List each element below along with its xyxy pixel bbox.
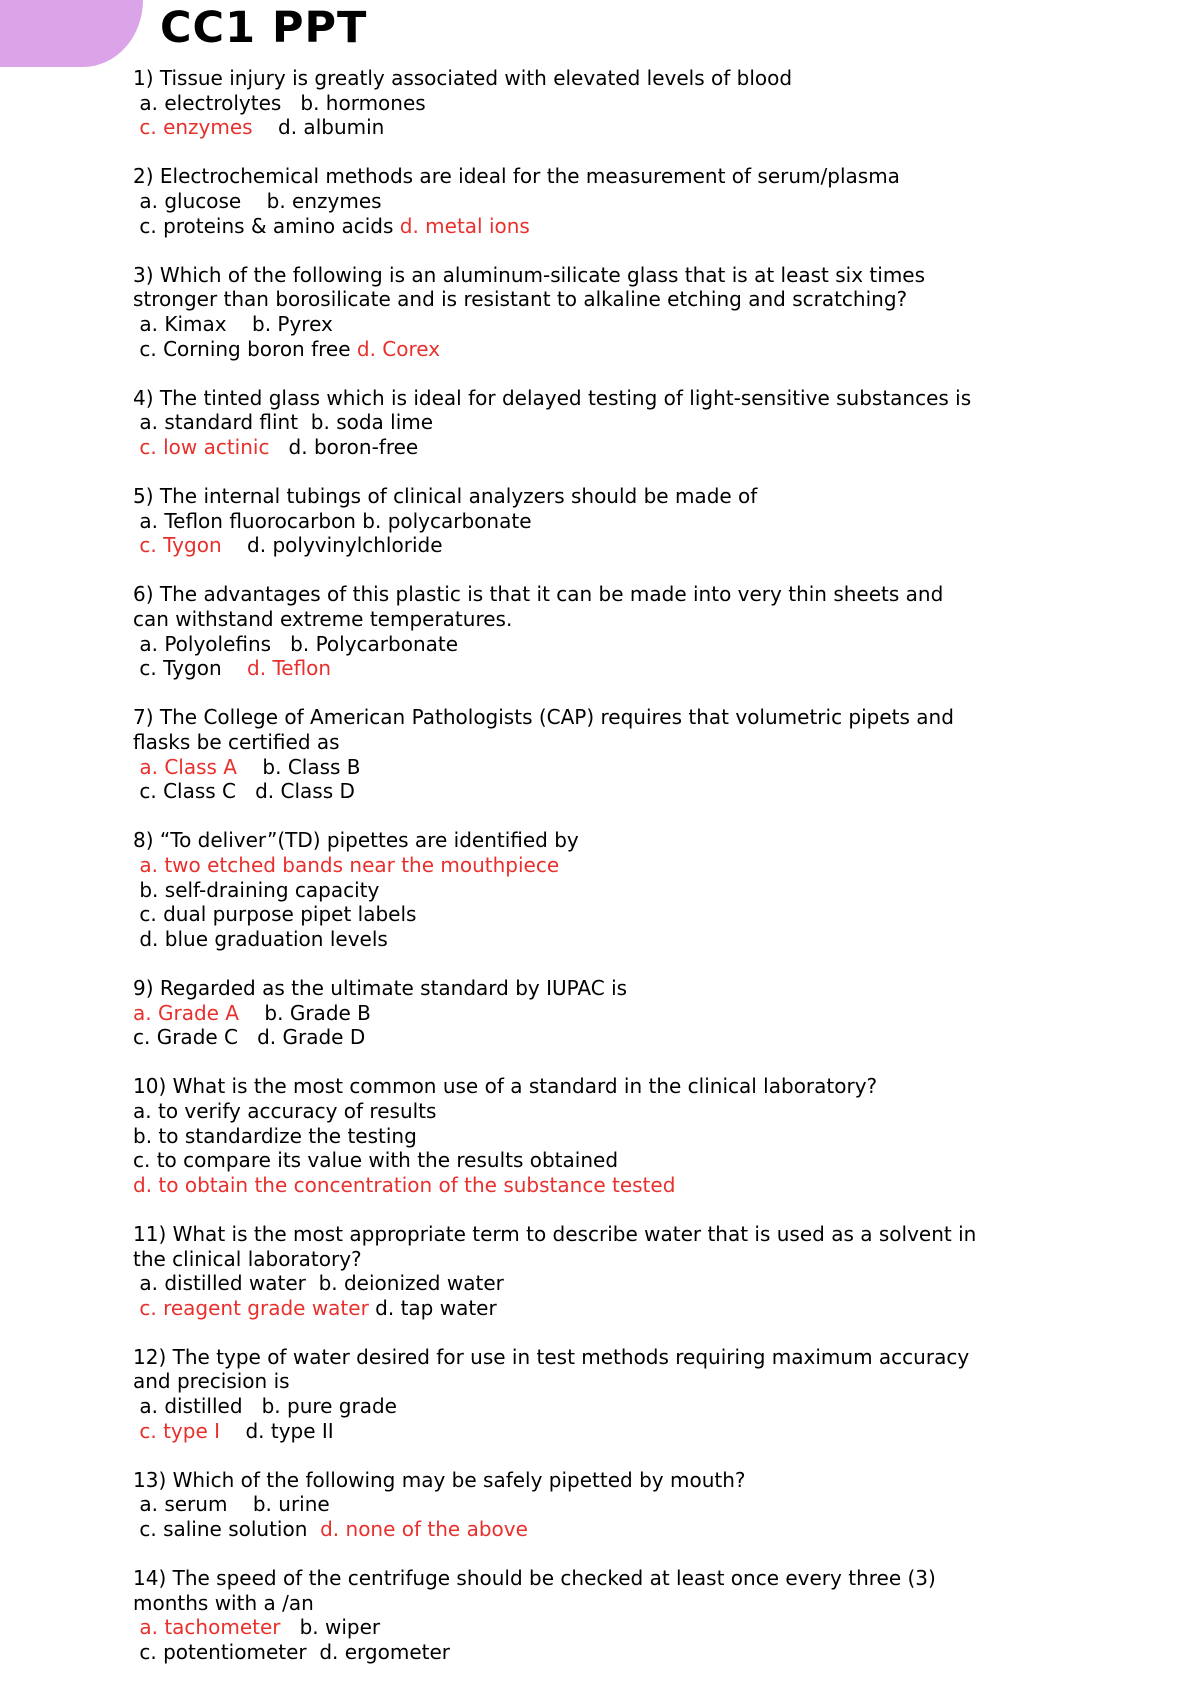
question-11 — [133, 1222, 1093, 1320]
question-1 — [133, 66, 1093, 140]
answer-option: a. distilled b. pure grade — [133, 1394, 397, 1419]
answer-option: c. saline solution — [133, 1517, 321, 1542]
correct-answer: c. type I — [133, 1418, 221, 1443]
question-text: 3) Which of the following is an aluminum-silicate glass that is at least six times — [133, 262, 926, 287]
question-10 — [133, 1074, 1093, 1197]
answer-option: c. dual purpose pipet labels — [133, 902, 417, 927]
answer-option: c. potentiometer d. ergometer — [133, 1640, 451, 1664]
answer-option: a. Kimax b. Pyrex — [133, 311, 333, 336]
answer-options-line — [133, 189, 1093, 214]
answer-options-line — [133, 1615, 1093, 1640]
question-8 — [133, 828, 1093, 951]
answer-option: d. albumin — [252, 115, 385, 140]
answer-options-line — [133, 779, 1093, 804]
question-text: 6) The advantages of this plastic is that it can be made into very thin sheets and — [133, 582, 944, 607]
answer-option: d. blue graduation levels — [133, 926, 388, 951]
answer-options-line — [133, 1517, 1093, 1542]
answer-option: d. boron-free — [269, 434, 419, 459]
question-4 — [133, 386, 1093, 460]
correct-answer: a. tachometer — [133, 1615, 281, 1640]
question-text: 8) “To deliver”(TD) pipettes are identified by — [133, 828, 579, 853]
answer-option: a. Polyolefins b. Polycarbonate — [133, 631, 459, 656]
answer-option: a. serum b. urine — [133, 1492, 330, 1517]
answer-option: b. Grade B — [239, 1000, 371, 1025]
question-text: 10) What is the most common use of a standard in the clinical laboratory? — [133, 1074, 878, 1099]
question-text: 14) The speed of the centrifuge should be checked at least once every three (3) — [133, 1566, 936, 1591]
answer-options-line — [133, 878, 1093, 903]
question-2 — [133, 164, 1093, 238]
question-text: months with a /an — [133, 1590, 314, 1615]
question-text: flasks be certified as — [133, 730, 340, 755]
document-title: CC1 PPT — [160, 3, 368, 53]
answer-options-line — [133, 1296, 1093, 1321]
question-text: the clinical laboratory? — [133, 1246, 362, 1271]
question-6 — [133, 582, 1093, 680]
question-text: can withstand extreme temperatures. — [133, 607, 513, 632]
answer-option: a. standard flint b. soda lime — [133, 410, 434, 435]
question-9 — [133, 976, 1093, 1050]
correct-answer: c. low actinic — [133, 434, 270, 459]
question-text: 2) Electrochemical methods are ideal for the measurement of serum/plasma — [133, 164, 900, 189]
answer-options-line — [133, 755, 1093, 780]
correct-answer: c. reagent grade water — [133, 1295, 369, 1320]
answer-options-line — [133, 1173, 1093, 1198]
question-5 — [133, 484, 1093, 558]
answer-options-line — [133, 1419, 1093, 1444]
question-list — [133, 66, 1093, 1689]
answer-option: c. Class C d. Class D — [133, 779, 355, 804]
question-text: 4) The tinted glass which is ideal for delayed testing of light-sensitive substances is — [133, 385, 972, 410]
answer-option: b. wiper — [280, 1615, 381, 1640]
answer-options-line — [133, 337, 1093, 362]
question-text: 11) What is the most appropriate term to describe water that is used as a solvent in — [133, 1221, 977, 1246]
answer-options-line — [133, 509, 1093, 534]
answer-options-line — [133, 902, 1093, 927]
answer-option: b. to standardize the testing — [133, 1123, 417, 1148]
answer-options-line — [133, 656, 1093, 681]
question-12 — [133, 1345, 1093, 1443]
answer-options-line — [133, 1124, 1093, 1149]
answer-options-line — [133, 1001, 1093, 1026]
question-13 — [133, 1468, 1093, 1542]
answer-option: c. Corning boron free — [133, 336, 357, 361]
answer-options-line — [133, 1640, 1093, 1665]
question-text: 9) Regarded as the ultimate standard by IUPAC is — [133, 975, 628, 1000]
answer-options-line — [133, 435, 1093, 460]
answer-options-line — [133, 632, 1093, 657]
correct-answer: d. Teflon — [247, 656, 332, 681]
question-text: 12) The type of water desired for use in test methods requiring maximum accuracy — [133, 1344, 970, 1369]
answer-options-line — [133, 115, 1093, 140]
answer-option: c. Tygon — [133, 656, 248, 681]
question-text: 13) Which of the following may be safely pipetted by mouth? — [133, 1467, 746, 1492]
correct-answer: a. Class A — [133, 754, 237, 779]
correct-answer: c. enzymes — [133, 115, 253, 140]
correct-answer: d. metal ions — [399, 213, 530, 238]
question-text: 7) The College of American Pathologists (CAP) requires that volumetric pipets and — [133, 705, 954, 730]
correct-answer: d. Corex — [356, 336, 441, 361]
correct-answer: d. none of the above — [320, 1517, 528, 1542]
answer-options-line — [133, 927, 1093, 952]
correct-answer: d. to obtain the concentration of the substance tested — [133, 1172, 676, 1197]
question-7 — [133, 705, 1093, 803]
answer-options-line — [133, 1025, 1093, 1050]
answer-option: b. self-draining capacity — [133, 877, 380, 902]
question-3 — [133, 263, 1093, 361]
answer-option: a. distilled water b. deionized water — [133, 1271, 504, 1296]
answer-options-line — [133, 312, 1093, 337]
answer-options-line — [133, 1492, 1093, 1517]
answer-option: b. Class B — [236, 754, 361, 779]
correct-answer: c. Tygon — [133, 533, 222, 558]
correct-answer: a. Grade A — [133, 1000, 239, 1025]
answer-option: c. Grade C d. Grade D — [133, 1025, 366, 1050]
answer-option: a. electrolytes b. hormones — [133, 90, 426, 115]
answer-options-line — [133, 853, 1093, 878]
question-text: 1) Tissue injury is greatly associated with elevated levels of blood — [133, 66, 793, 90]
question-text: 5) The internal tubings of clinical analyzers should be made of — [133, 484, 758, 509]
answer-option: a. glucose b. enzymes — [133, 188, 382, 213]
answer-option: d. tap water — [368, 1295, 497, 1320]
answer-options-line — [133, 1271, 1093, 1296]
question-text: and precision is — [133, 1369, 290, 1394]
answer-options-line — [133, 1099, 1093, 1124]
question-14 — [133, 1566, 1093, 1664]
answer-option: c. to compare its value with the results obtained — [133, 1148, 619, 1173]
answer-option: d. polyvinylchloride — [221, 533, 443, 558]
answer-options-line — [133, 1394, 1093, 1419]
corner-decoration-shape — [0, 0, 143, 67]
answer-options-line — [133, 533, 1093, 558]
answer-options-line — [133, 214, 1093, 239]
correct-answer: a. two etched bands near the mouthpiece — [133, 853, 560, 877]
answer-options-line — [133, 410, 1093, 435]
question-text: stronger than borosilicate and is resistant to alkaline etching and scratching? — [133, 287, 908, 312]
answer-options-line — [133, 1148, 1093, 1173]
answer-option: a. to verify accuracy of results — [133, 1098, 437, 1123]
answer-option: a. Teflon fluorocarbon b. polycarbonate — [133, 508, 532, 533]
answer-options-line — [133, 91, 1093, 116]
answer-option: d. type II — [220, 1418, 334, 1443]
answer-option: c. proteins & amino acids — [133, 213, 400, 238]
